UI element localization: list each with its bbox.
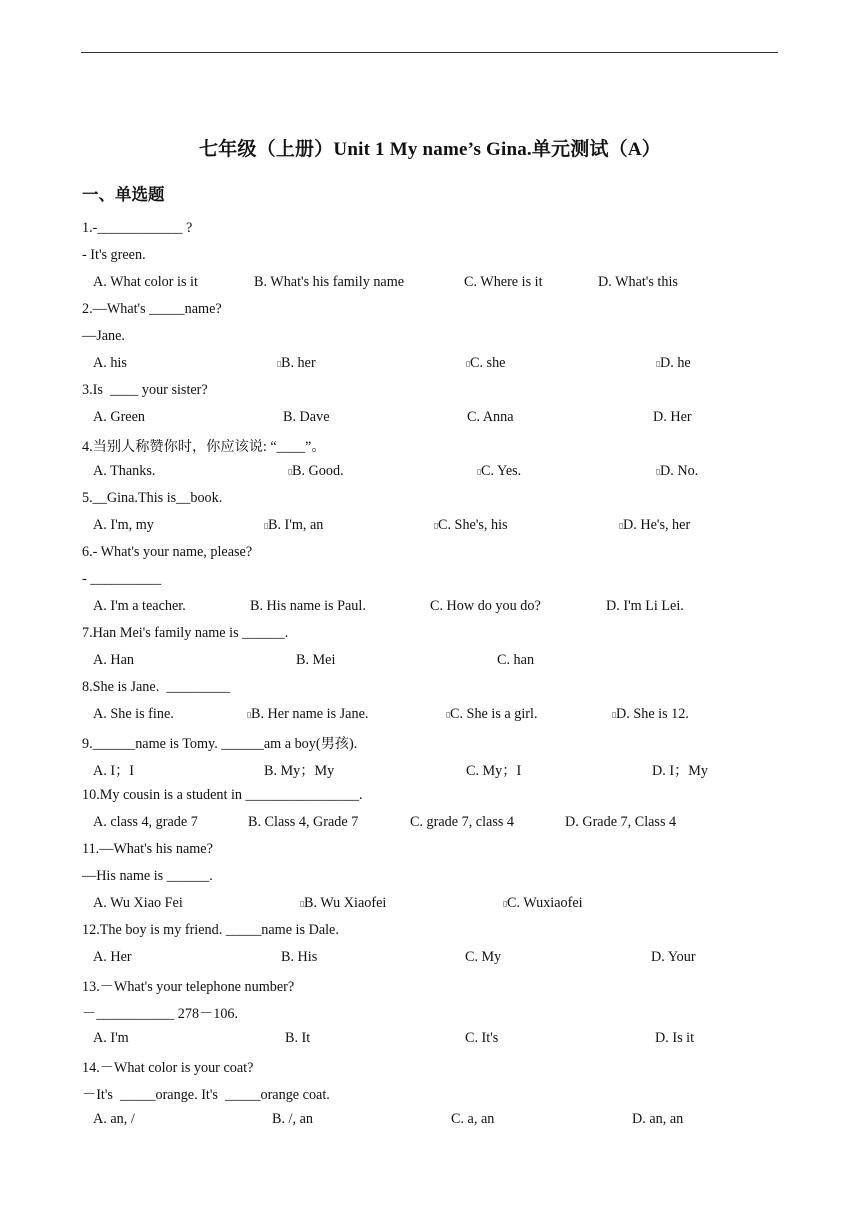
answer-option[interactable]: C. a, an [451, 1111, 495, 1127]
answer-option[interactable]: B. His name is Paul. [250, 598, 366, 614]
answer-option[interactable]: D. I'm Li Lei. [606, 598, 684, 614]
option-marker-icon [612, 712, 616, 718]
option-marker-icon [277, 361, 281, 367]
answer-option[interactable]: C. My [465, 949, 502, 965]
option-marker-icon [656, 361, 660, 367]
question-dialogue-line: －It's _____orange. It's _____orange coat. [82, 1087, 330, 1103]
answer-option[interactable]: C. Anna [467, 409, 514, 425]
answer-option[interactable]: B. My；My [264, 763, 335, 779]
option-marker-icon [656, 469, 660, 475]
answer-option[interactable]: D. he [660, 355, 691, 371]
question-dialogue-line: －___________ 278－106. [82, 1006, 239, 1022]
answer-option[interactable]: A. Green [93, 409, 145, 425]
answer-option[interactable]: A. Her [93, 949, 132, 965]
answer-option[interactable]: C. Wuxiaofei [507, 895, 583, 911]
answer-option[interactable]: A. I'm a teacher. [93, 598, 186, 614]
option-marker-icon [264, 523, 268, 529]
answer-option[interactable]: D. No. [660, 463, 699, 479]
answer-option[interactable]: B. His [281, 949, 318, 965]
answer-option[interactable]: C. It's [465, 1030, 499, 1046]
question-stem: 13.－What's your telephone number? [82, 979, 295, 995]
question-stem: 2.—What's _____name? [82, 301, 222, 317]
option-marker-icon [619, 523, 623, 529]
question-dialogue-line: —Jane. [82, 328, 125, 344]
question-stem: 11.—What's his name? [82, 841, 213, 857]
answer-option[interactable]: B. Wu Xiaofei [304, 895, 387, 911]
question-stem: 6.- What's your name, please? [82, 544, 253, 560]
answer-option[interactable]: C. Yes. [481, 463, 522, 479]
answer-option[interactable]: D. Grade 7, Class 4 [565, 814, 677, 830]
question-stem: 10.My cousin is a student in ________________. [82, 787, 363, 803]
header-rule [81, 52, 778, 53]
option-marker-icon [434, 523, 438, 529]
option-marker-icon [446, 712, 450, 718]
answer-option[interactable]: A. What color is it [93, 274, 198, 290]
answer-option[interactable]: B. Mei [296, 652, 336, 668]
answer-option[interactable]: D. He's, her [623, 517, 691, 533]
answer-option[interactable]: A. an, / [93, 1111, 135, 1127]
question-stem: 12.The boy is my friend. _____name is Dale. [82, 922, 339, 938]
answer-option[interactable]: A. his [93, 355, 127, 371]
answer-option[interactable]: B. It [285, 1030, 311, 1046]
answer-option[interactable]: B. /, an [272, 1111, 313, 1127]
question-stem: 1.-____________ ? [82, 220, 193, 236]
answer-option[interactable]: C. My；I [466, 763, 522, 779]
answer-option[interactable]: B. Her name is Jane. [251, 706, 369, 722]
question-stem: 8.She is Jane. _________ [82, 679, 231, 695]
answer-option[interactable]: B. her [281, 355, 316, 371]
answer-option[interactable]: A. I'm, my [93, 517, 154, 533]
answer-option[interactable]: B. Class 4, Grade 7 [248, 814, 359, 830]
answer-option[interactable]: C. Where is it [464, 274, 543, 290]
answer-option[interactable]: A. Wu Xiao Fei [93, 895, 183, 911]
option-marker-icon [477, 469, 481, 475]
answer-option[interactable]: C. han [497, 652, 535, 668]
question-stem: 4.当别人称赞你时，你应该说: “____”。 [82, 439, 326, 455]
option-marker-icon [300, 901, 304, 907]
answer-option[interactable]: C. she [470, 355, 506, 371]
answer-option[interactable]: D. Her [653, 409, 692, 425]
answer-option[interactable]: A. I'm [93, 1030, 129, 1046]
answer-option[interactable]: B. Dave [283, 409, 330, 425]
option-marker-icon [247, 712, 251, 718]
answer-option[interactable]: C. She is a girl. [450, 706, 538, 722]
page-title: 七年级（上册）Unit 1 My name’s Gina.单元测试（A） [199, 139, 661, 160]
question-dialogue-line: - __________ [82, 571, 162, 587]
question-stem: 7.Han Mei's family name is ______. [82, 625, 289, 641]
answer-option[interactable]: A. She is fine. [93, 706, 174, 722]
question-stem: 3.Is ____ your sister? [82, 382, 208, 398]
answer-option[interactable]: A. Han [93, 652, 134, 668]
answer-option[interactable]: D. I；My [652, 763, 708, 779]
question-stem: 5.__Gina.This is__book. [82, 490, 223, 506]
answer-option[interactable]: D. What's this [598, 274, 678, 290]
question-dialogue-line: - It's green. [82, 247, 146, 263]
answer-option[interactable]: C. How do you do? [430, 598, 541, 614]
question-stem: 14.－What color is your coat? [82, 1060, 254, 1076]
option-marker-icon [466, 361, 470, 367]
answer-option[interactable]: C. grade 7, class 4 [410, 814, 515, 830]
answer-option[interactable]: D. Is it [655, 1030, 695, 1046]
answer-option[interactable]: D. Your [651, 949, 696, 965]
question-dialogue-line: —His name is ______. [82, 868, 213, 884]
answer-option[interactable]: A. I；I [93, 763, 134, 779]
answer-option[interactable]: B. I'm, an [268, 517, 324, 533]
answer-option[interactable]: D. She is 12. [616, 706, 689, 722]
option-marker-icon [288, 469, 292, 475]
answer-option[interactable]: D. an, an [632, 1111, 684, 1127]
answer-option[interactable]: B. Good. [292, 463, 344, 479]
answer-option[interactable]: C. She's, his [438, 517, 508, 533]
question-stem: 9.______name is Tomy. ______am a boy(男孩). [82, 736, 358, 752]
answer-option[interactable]: A. Thanks. [93, 463, 156, 479]
answer-option[interactable]: A. class 4, grade 7 [93, 814, 198, 830]
option-marker-icon [503, 901, 507, 907]
answer-option[interactable]: B. What's his family name [254, 274, 405, 290]
section-heading: 一、单选题 [82, 185, 165, 204]
